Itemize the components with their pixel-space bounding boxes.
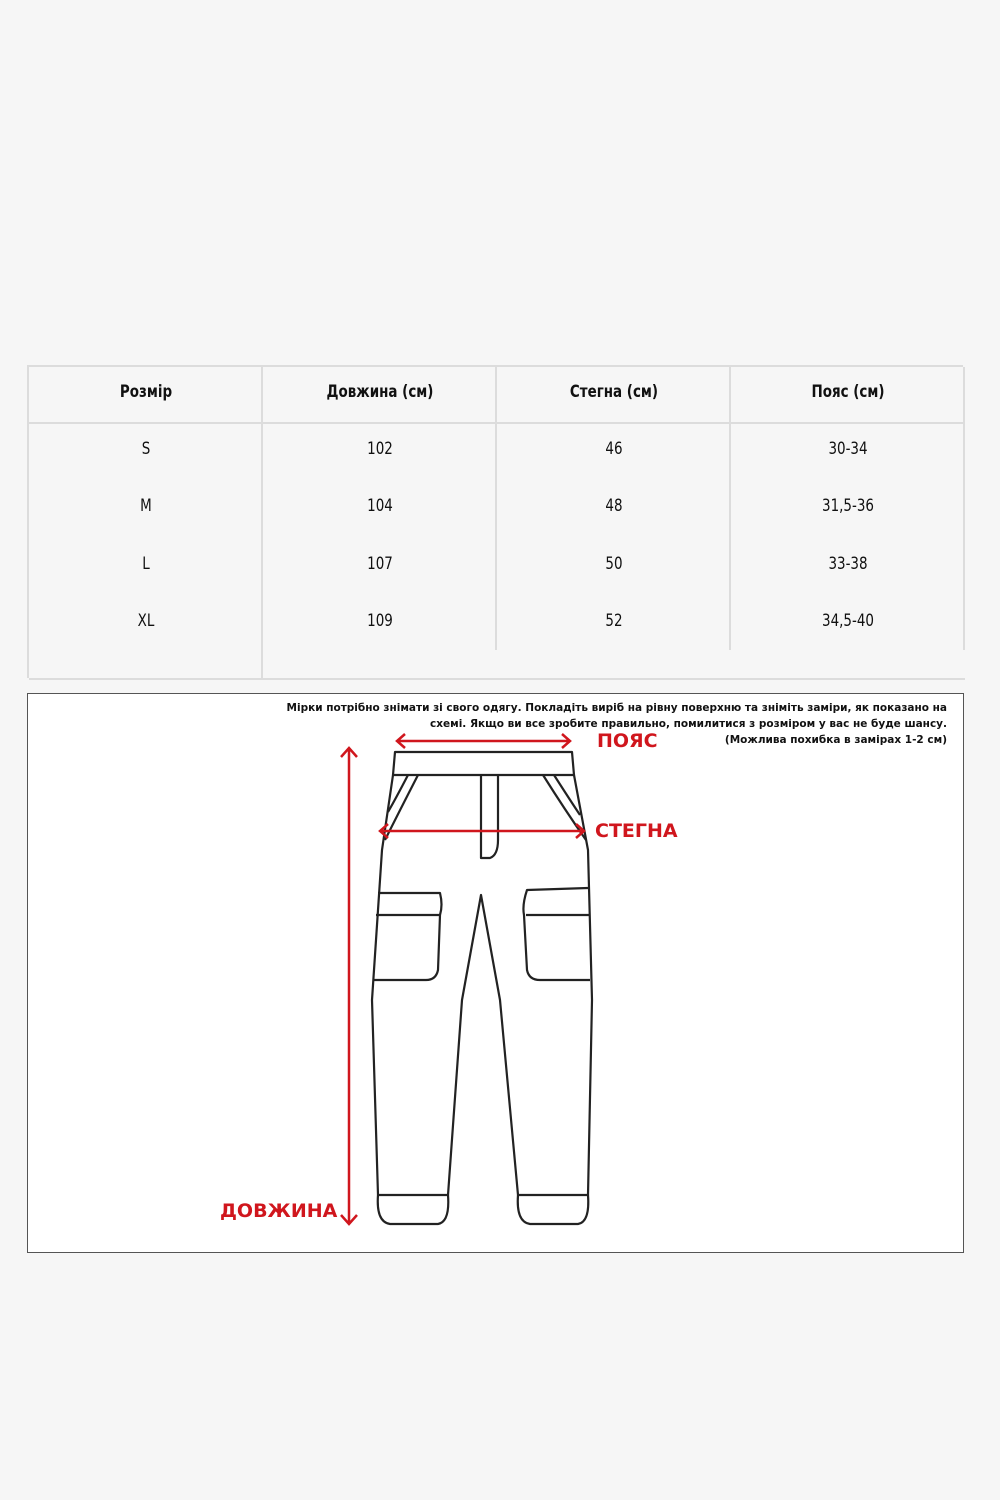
note-line: (Можлива похибка в замірах 1-2 см)	[724, 734, 947, 746]
cell-size: S	[141, 439, 151, 459]
header-length: Довжина (см)	[326, 382, 434, 402]
label-length: ДОВЖИНА	[220, 1200, 338, 1222]
cell-length: 102	[367, 439, 393, 459]
cell-length: 109	[367, 611, 393, 631]
cell-hips: 48	[605, 496, 623, 516]
cell-waist: 30-34	[828, 439, 868, 459]
cell-hips: 46	[605, 439, 623, 459]
cell-waist: 33-38	[828, 554, 868, 574]
header-size: Розмір	[119, 382, 173, 402]
waist-arrow-icon	[397, 734, 570, 748]
cell-size: M	[140, 496, 152, 516]
cell-waist: 34,5-40	[822, 611, 874, 631]
note-line: Мірки потрібно знімати зі свого одягу. Покладіть виріб на рівну поверхню та зніміть заміри, як показано на	[286, 702, 947, 714]
pants-outline	[372, 752, 592, 1224]
cell-hips: 52	[605, 611, 623, 631]
label-waist: ПОЯС	[597, 730, 658, 752]
cell-size: L	[142, 554, 150, 574]
length-arrow-icon	[341, 748, 357, 1224]
label-hips: СТЕГНА	[595, 820, 678, 842]
cell-size: XL	[137, 611, 155, 631]
header-waist: Пояс (см)	[811, 382, 885, 402]
cell-length: 104	[367, 496, 393, 516]
header-hips: Стегна (см)	[569, 382, 659, 402]
cell-hips: 50	[605, 554, 623, 574]
cell-waist: 31,5-36	[822, 496, 874, 516]
cell-length: 107	[367, 554, 393, 574]
note-line: схемі. Якщо ви все зробите правильно, помилитися з розміром у вас не буде шансу.	[430, 718, 947, 730]
